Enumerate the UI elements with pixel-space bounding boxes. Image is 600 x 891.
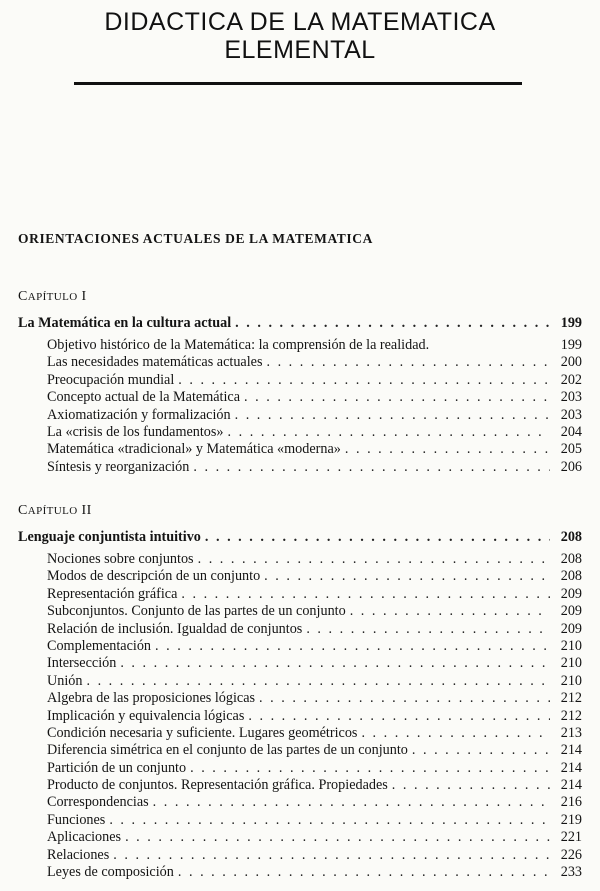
toc-entry[interactable] [18,673,582,690]
dot-leader [155,638,550,655]
toc-entry-title: Relaciones [47,846,110,863]
toc-entry[interactable] [18,389,582,406]
toc-entry-page: 214 [560,742,582,759]
toc-entry[interactable] [18,354,582,371]
toc-entry[interactable] [18,777,582,794]
chapter-title: Lenguaje conjuntista intuitivo [18,529,201,545]
chapter-number: I [81,289,87,304]
toc-entry-title: Matemática «tradicional» y Matemática «moderna» [47,441,341,458]
chapter-2 [18,503,582,881]
toc-entry[interactable] [18,708,582,725]
dot-leader [113,847,550,864]
chapter-label-word: APÍTULO [27,505,78,517]
dot-leader [198,551,550,568]
toc-entry-title: Nociones sobre conjuntos [47,551,194,567]
toc-entry-title: Concepto actual de la Matemática [47,389,241,406]
dot-leader [350,603,550,620]
toc-entry-title: Condición necesaria y suficiente. Lugares geométricos [47,724,358,741]
toc-entry-page: 208 [560,568,582,585]
toc-entry-page: 205 [560,441,582,458]
chapter-label-word: APÍTULO [27,291,78,303]
chapter-title-row[interactable] [18,529,582,551]
toc-entry-page: 210 [560,672,582,689]
dot-leader [361,725,550,742]
toc-entry-title: Intersección [47,655,117,672]
toc-entry-page: 210 [560,655,582,672]
toc-entry[interactable] [18,690,582,707]
toc-entry-page: 213 [560,724,582,741]
toc-entry[interactable] [18,742,582,759]
toc-entry-title: Aplicaciones [47,829,122,846]
book-title-line-2: ELEMENTAL [224,36,376,64]
toc-entry-page: 226 [560,846,582,863]
toc-entry[interactable] [18,424,582,441]
dot-leader [190,760,550,777]
toc-entry[interactable] [18,407,582,424]
toc-entry-page: 216 [560,794,582,811]
section-heading: ORIENTACIONES ACTUALES DE LA MATEMATICA [18,231,373,246]
toc-entry-title: Algebra de las proposiciones lógicas [47,690,256,707]
toc-entry[interactable] [18,551,582,568]
toc-entry[interactable] [18,586,582,603]
toc-entry[interactable] [18,760,582,777]
dot-leader [264,568,550,585]
toc-entry-title: Objetivo histórico de la Matemática: la comprensión de la realidad. [47,337,430,353]
dot-leader [193,459,550,476]
toc-entry-page: 202 [560,371,582,388]
toc-entry-page: 203 [560,389,582,406]
title-rule [74,82,522,85]
toc-entry[interactable] [18,847,582,864]
toc-entry[interactable] [18,812,582,829]
dot-leader [248,708,550,725]
chapter-label-initial: C [18,503,28,518]
toc-entry-title: Representación gráfica [47,585,178,602]
toc-entry-title: Funciones [47,811,106,828]
toc-entry[interactable] [18,568,582,585]
toc-entry-page: 221 [560,829,582,846]
dot-leader [345,441,550,458]
toc-entry[interactable] [18,459,582,476]
toc-entry[interactable] [18,638,582,655]
toc-entry-title: Axiomatización y formalización [47,406,231,423]
book-title-line-1: DIDACTICA DE LA MATEMATICA [104,8,496,36]
toc-entry-title: Partición de un conjunto [47,759,187,776]
chapter-title-row[interactable] [18,315,582,337]
toc-entry-title: Correspondencias [47,794,149,811]
toc-entry-page: 214 [560,777,582,794]
chapter-title: La Matemática en la cultura actual [18,315,232,331]
toc-entry-page: 233 [560,864,582,881]
toc-entry-title: Diferencia simétrica en el conjunto de las partes de un conjunto [47,742,408,759]
book-title [0,8,600,64]
chapter-page-number: 208 [560,529,582,545]
toc-entry-page: 199 [560,337,582,353]
toc-entry[interactable] [18,441,582,458]
toc-entry-title: Modos de descripción de un conjunto [47,568,261,585]
toc-entry[interactable] [18,794,582,811]
chapter-page-number: 199 [560,315,582,331]
toc-entry-title: Unión [47,672,83,689]
dot-leader [392,777,550,794]
toc-entry[interactable] [18,725,582,742]
toc-entry-title: La «crisis de los fundamentos» [47,423,224,440]
dot-leader [244,389,550,406]
toc-entry-title: Preocupación mundial [47,371,175,388]
toc-entry[interactable] [18,621,582,638]
toc-entry-title: Subconjuntos. Conjunto de las partes de un conjunto [47,603,346,620]
dot-leader [181,586,550,603]
toc-entry-title: Implicación y equivalencia lógicas [47,707,245,724]
toc-entry[interactable] [18,864,582,881]
toc-entry-page: 209 [560,585,582,602]
toc-entry-page: 210 [560,637,582,654]
toc-entry-title: Relación de inclusión. Igualdad de conjuntos [47,620,303,637]
toc-entry-page: 209 [560,603,582,620]
dot-leader [178,372,550,389]
dot-leader [86,673,550,690]
chapter-number: II [81,503,92,518]
dot-leader [266,354,550,371]
toc-entry[interactable] [18,337,582,354]
chapter-label [18,289,582,315]
toc-entry-title: Producto de conjuntos. Representación gráfica. Propiedades [47,777,388,794]
toc-entry-page: 214 [560,759,582,776]
toc-entry-page: 212 [560,707,582,724]
dot-leader [235,407,550,424]
dot-leader [205,529,550,546]
dot-leader [235,315,550,332]
chapter-label-initial: C [18,289,28,304]
dot-leader [153,794,550,811]
toc-entry-title: Las necesidades matemáticas actuales [47,354,263,371]
toc-entry-title: Complementación [47,637,152,654]
toc-entry[interactable] [18,829,582,846]
toc-entry[interactable] [18,603,582,620]
toc-entry-page: 219 [560,811,582,828]
dot-leader [178,864,550,881]
dot-leader [412,742,550,759]
dot-leader [228,424,550,441]
toc-entry-page: 200 [560,354,582,371]
toc-entry-page: 212 [560,690,582,707]
toc-entry-page: 209 [560,620,582,637]
toc-entry-page: 208 [560,551,582,567]
toc-entry-page: 204 [560,423,582,440]
toc-entry-page: 203 [560,406,582,423]
dot-leader [125,829,550,846]
dot-leader [259,690,550,707]
dot-leader [306,621,550,638]
chapter-label [18,503,582,529]
toc-entry-title: Síntesis y reorganización [47,458,190,475]
toc-entry[interactable] [18,655,582,672]
dot-leader [109,812,550,829]
chapter-1 [18,289,582,476]
toc-entry[interactable] [18,372,582,389]
dot-leader [120,655,550,672]
toc-entry-page: 206 [560,458,582,475]
toc-entry-title: Leyes de composición [47,864,174,881]
